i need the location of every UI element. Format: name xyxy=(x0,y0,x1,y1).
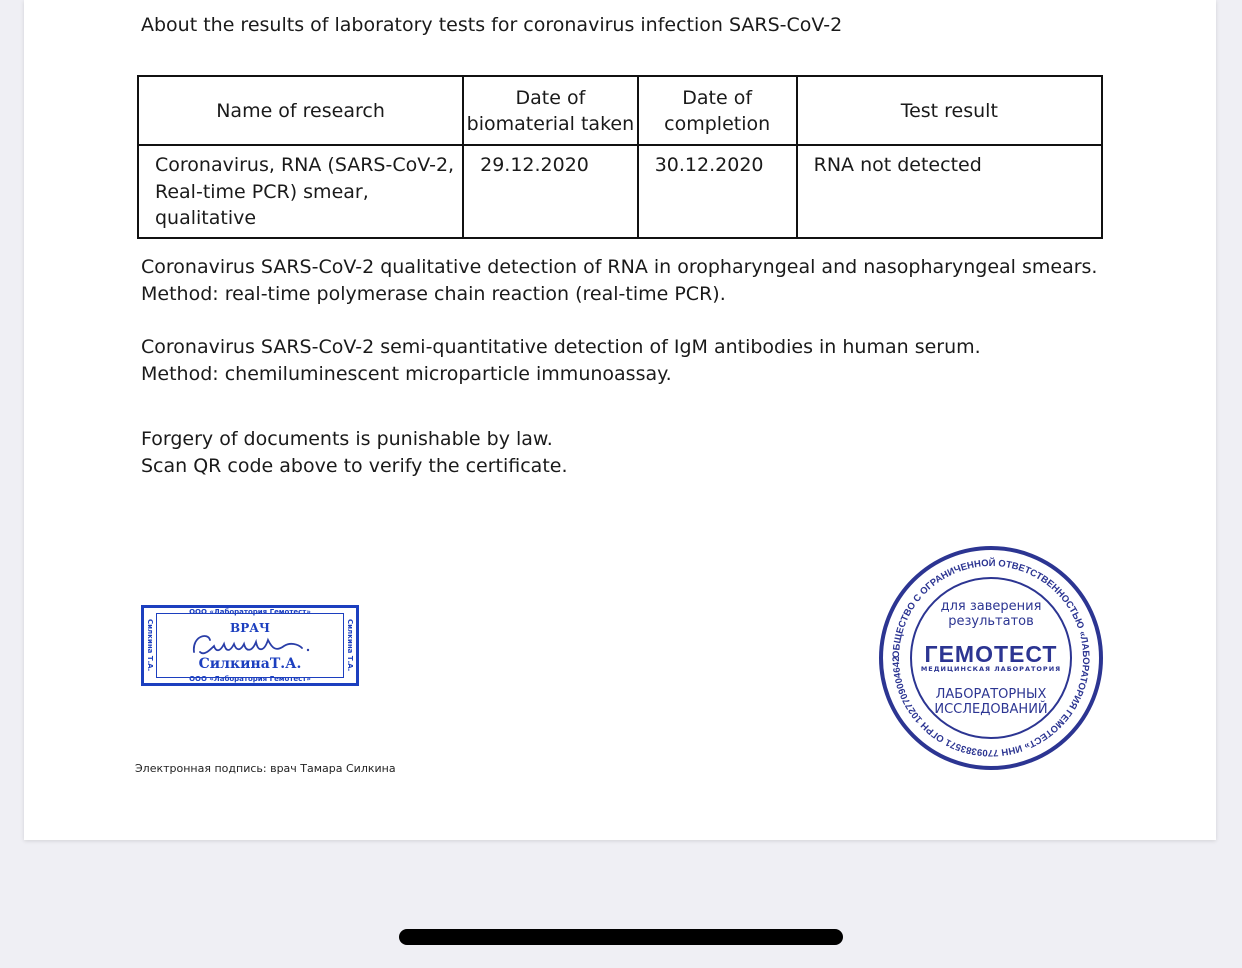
stamp-side-left: Силкина Т.А. xyxy=(146,619,154,672)
doctor-stamp xyxy=(141,605,359,686)
cell-date-taken: 29.12.2020 xyxy=(463,145,638,238)
method-paragraph-igm: Coronavirus SARS-CoV-2 semi-quantitative detection of IgM antibodies in human serum. Method: chemiluminescent microparticle immunoassay. xyxy=(141,336,981,385)
seal-line2: результатов xyxy=(948,614,1034,629)
document-heading: About the results of laboratory tests for coronavirus infection SARS-CoV-2 xyxy=(141,14,843,36)
header-name-of-research: Name of research xyxy=(138,76,463,145)
table-row xyxy=(138,145,1102,238)
seal-line4: ИССЛЕДОВАНИЙ xyxy=(934,702,1048,717)
method-paragraph-pcr: Coronavirus SARS-CoV-2 qualitative detection of RNA in oropharyngeal and nasopharyngeal smears. Method: real-time polymerase chain reaction (real-time PCR). xyxy=(141,256,1098,305)
home-indicator[interactable] xyxy=(399,929,843,945)
stamp-top-text: ООО «Лаборатория Гемотест» xyxy=(189,608,311,616)
cell-test-result: RNA not detected xyxy=(797,145,1102,238)
stamp-doctor-name: СилкинаТ.А. xyxy=(198,656,302,672)
header-date-completion: Date of completion xyxy=(638,76,797,145)
results-table xyxy=(137,75,1103,239)
stamp-side-right: Силкина Т.А. xyxy=(346,619,354,672)
laboratory-seal xyxy=(878,545,1104,771)
stamp-bottom-text: ООО «Лаборатория Гемотест» xyxy=(189,675,311,683)
seal-line1: для заверения xyxy=(940,599,1042,614)
stamp-role: ВРАЧ xyxy=(230,621,270,635)
seal-subbrand: МЕДИЦИНСКАЯ ЛАБОРАТОРИЯ xyxy=(920,665,1062,673)
header-date-taken: Date of biomaterial taken xyxy=(463,76,638,145)
cell-research-name: Coronavirus, RNA (SARS-CoV-2, Real-time PCR) smear, qualitative xyxy=(138,145,463,238)
seal-brand: ГЕМОТЕСТ xyxy=(924,641,1058,667)
document-page xyxy=(24,0,1216,840)
header-test-result: Test result xyxy=(797,76,1102,145)
electronic-signature: Электронная подпись: врач Тамара Силкина xyxy=(135,762,396,775)
seal-ring-text: ОБЩЕСТВО С ОГРАНИЧЕННОЙ ОТВЕТСТВЕННОСТЬЮ «ЛАБОРАТОРИЯ ГЕМОТЕСТ» ИНН 7709383571 ОГРН 1027709004642 xyxy=(890,557,1092,759)
seal-line3: ЛАБОРАТОРНЫХ xyxy=(935,687,1047,702)
table-header-row xyxy=(138,76,1102,145)
cell-date-completed: 30.12.2020 xyxy=(638,145,797,238)
forgery-notice: Forgery of documents is punishable by law. Scan QR code above to verify the certificate. xyxy=(141,428,568,477)
